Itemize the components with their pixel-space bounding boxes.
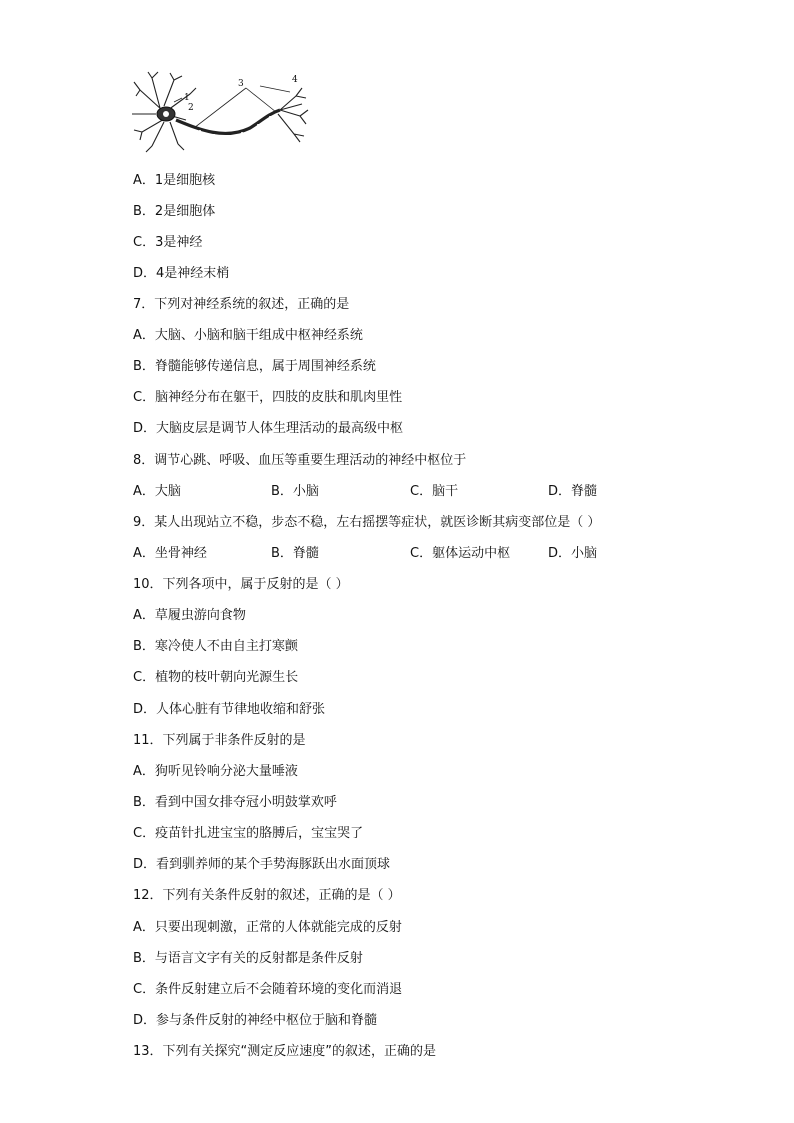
q8-stem: 8．调节心跳、呼吸、血压等重要生理活动的神经中枢位于 [133,453,467,468]
figure-label-4: 4 [292,75,298,85]
q10-option-a: A．草履虫游向食物 [133,608,246,623]
q11-stem: 11．下列属于非条件反射的是 [133,733,306,748]
q12-stem: 12．下列有关条件反射的叙述，正确的是（ ） [133,888,401,903]
q12-option-c: C．条件反射建立后不会随着环境的变化而消退 [133,982,403,997]
q7-option-d: D．大脑皮层是调节人体生理活动的最高级中枢 [133,421,404,436]
q6-option-a: A．1是细胞核 [133,173,216,188]
q13-stem: 13．下列有关探究“测定反应速度”的叙述，正确的是 [133,1044,437,1059]
q12-option-b: B．与语言文字有关的反射都是条件反射 [133,951,363,966]
q7-stem: 7．下列对神经系统的叙述，正确的是 [133,297,350,312]
q9-option-b: B．脊髓 [271,546,319,561]
q8-option-a: A．大脑 [133,484,181,499]
q9-option-d: D．小脑 [548,546,598,561]
q12-option-a: A．只要出现刺激，正常的人体就能完成的反射 [133,920,402,935]
q8-option-c: C．脑干 [410,484,459,499]
figure-label-2: 2 [188,103,194,113]
neuron-diagram [130,70,310,158]
q6-option-d: D．4是神经末梢 [133,266,230,281]
q11-option-d: D．看到驯养师的某个手势海豚跃出水面顶球 [133,857,391,872]
q7-option-a: A．大脑、小脑和脑干组成中枢神经系统 [133,328,363,343]
q9-option-a: A．坐骨神经 [133,546,207,561]
figure-label-3: 3 [238,79,244,89]
q7-option-c: C．脑神经分布在躯干，四肢的皮肤和肌肉里性 [133,390,403,405]
q8-option-b: B．小脑 [271,484,319,499]
figure-label-1: 1 [184,93,190,103]
q11-option-c: C．疫苗针扎进宝宝的胳膊后，宝宝哭了 [133,826,364,841]
q10-stem: 10．下列各项中，属于反射的是（ ） [133,577,349,592]
q10-option-c: C．植物的枝叶朝向光源生长 [133,670,299,685]
q11-option-a: A．狗听见铃响分泌大量唾液 [133,764,298,779]
q11-option-b: B．看到中国女排夺冠小明鼓掌欢呼 [133,795,337,810]
q9-option-c: C．躯体运动中枢 [410,546,511,561]
q9-stem: 9．某人出现站立不稳，步态不稳，左右摇摆等症状，就医诊断其病变部位是（ ） [133,515,601,530]
q6-option-b: B．2是细胞体 [133,204,216,219]
nucleus [163,111,169,117]
q10-option-b: B．寒冷使人不由自主打寒颤 [133,639,298,654]
q12-option-d: D．参与条件反射的神经中枢位于脑和脊髓 [133,1013,378,1028]
q7-option-b: B．脊髓能够传递信息，属于周围神经系统 [133,359,376,374]
q10-option-d: D．人体心脏有节律地收缩和舒张 [133,702,326,717]
q6-option-c: C．3是神经 [133,235,203,250]
q8-option-d: D．脊髓 [548,484,598,499]
